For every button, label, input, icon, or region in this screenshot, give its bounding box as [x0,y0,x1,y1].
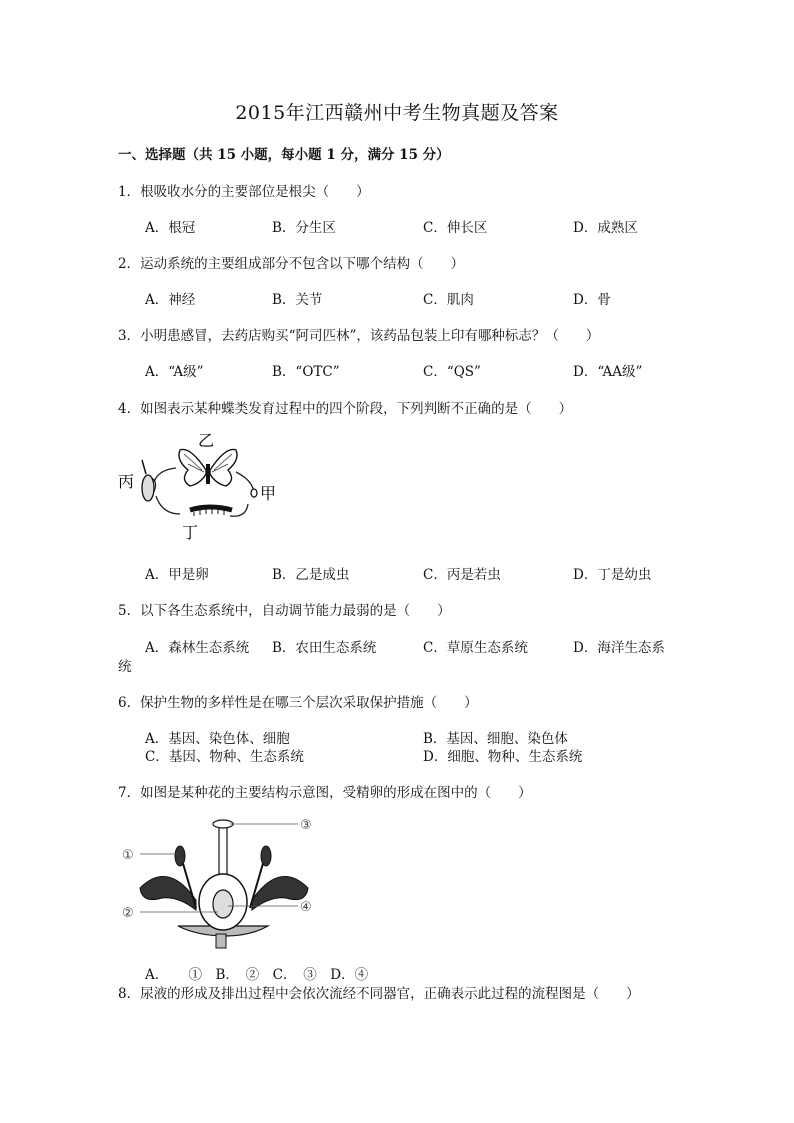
question-6-option-d: D．细胞、物种、生态系统 [423,749,583,765]
question-3-stem: 3．小明患感冒，去药店购买“阿司匹林”，该药品包装上印有哪种标志？（ ） [118,328,600,344]
question-5-option-b: B．农田生态系统 [272,640,377,656]
question-1-option-a: A．根冠 [145,220,196,236]
butterfly-lifecycle-figure [118,430,288,548]
label-ding: 丁 [182,523,199,542]
question-4-option-a: A．甲是卵 [145,567,209,583]
label-1: ① [122,848,134,863]
question-2-option-c: C．肌肉 [423,292,474,308]
anther-left [175,846,185,866]
question-3-option-d: D．“AA级” [573,364,643,380]
question-5-option-d: D．海洋生态系 [573,640,665,656]
larva-icon [190,507,232,516]
ovule [213,890,233,918]
question-5-option-c: C．草原生态系统 [423,640,528,656]
label-2: ② [122,906,134,921]
question-3-option-b: B．“OTC” [272,364,340,380]
question-4-option-b: B．乙是成虫 [272,567,350,583]
pupa-icon [142,460,156,501]
cycle-arrow-top [154,468,176,482]
egg-icon [251,489,257,497]
question-2-stem: 2．运动系统的主要组成部分不包含以下哪个结构（ ） [118,256,465,272]
label-4: ④ [300,900,312,915]
style [219,826,227,878]
question-5-option-a: A．森林生态系统 [145,640,250,656]
cycle-arrow-right [236,472,254,492]
question-6-option-c: C．基因、物种、生态系统 [145,749,304,765]
question-5-stem: 5．以下各生态系统中，自动调节能力最弱的是（ ） [118,603,451,619]
question-5-option-d-wrap: 统 [118,659,132,675]
flower-structure-figure [118,812,328,950]
question-4-stem: 4．如图表示某种蝶类发育过程中的四个阶段，下列判断不正确的是（ ） [118,401,573,417]
question-3-option-c: C．“QS” [423,364,481,380]
question-4-option-d: D．丁是幼虫 [573,567,652,583]
question-1-option-d: D．成熟区 [573,220,638,236]
cycle-arrow-bottom [230,504,248,516]
question-1-option-c: C．伸长区 [423,220,488,236]
question-2-option-a: A．神经 [145,292,196,308]
question-1-stem: 1．根吸收水分的主要部位是根尖（ ） [118,184,370,200]
label-jia: 甲 [260,484,277,503]
label-3: ③ [300,818,312,833]
page-title: 2015年江西赣州中考生物真题及答案 [235,102,559,124]
question-2-option-d: D．骨 [573,292,611,308]
question-6-option-b: B．基因、细胞、染色体 [423,731,568,747]
question-8-stem: 8．尿液的形成及排出过程中会依次流经不同器官，正确表示此过程的流程图是（ ） [118,986,640,1002]
anther-right [261,846,271,866]
question-4-option-c: C．丙是若虫 [423,567,501,583]
question-1-option-b: B．分生区 [272,220,336,236]
question-2-option-b: B．关节 [272,292,323,308]
question-6-stem: 6．保护生物的多样性是在哪三个层次采取保护措施（ ） [118,695,478,711]
section-heading: 一、选择题（共 15 小题，每小题 1 分，满分 15 分） [118,147,450,163]
question-6-option-a: A．基因、染色体、细胞 [145,731,290,747]
label-yi: 乙 [198,431,215,450]
label-bing: 丙 [118,472,135,491]
flower-stem [216,934,226,948]
question-7-stem: 7．如图是某种花的主要结构示意图，受精卵的形成在图中的（ ） [118,785,532,801]
butterfly-adult-icon [179,449,237,486]
question-7-options: A． ① B． ② C． ③ D．④ [145,967,369,983]
question-3-option-a: A．“A级” [145,364,204,380]
cycle-arrow-left [156,496,180,514]
